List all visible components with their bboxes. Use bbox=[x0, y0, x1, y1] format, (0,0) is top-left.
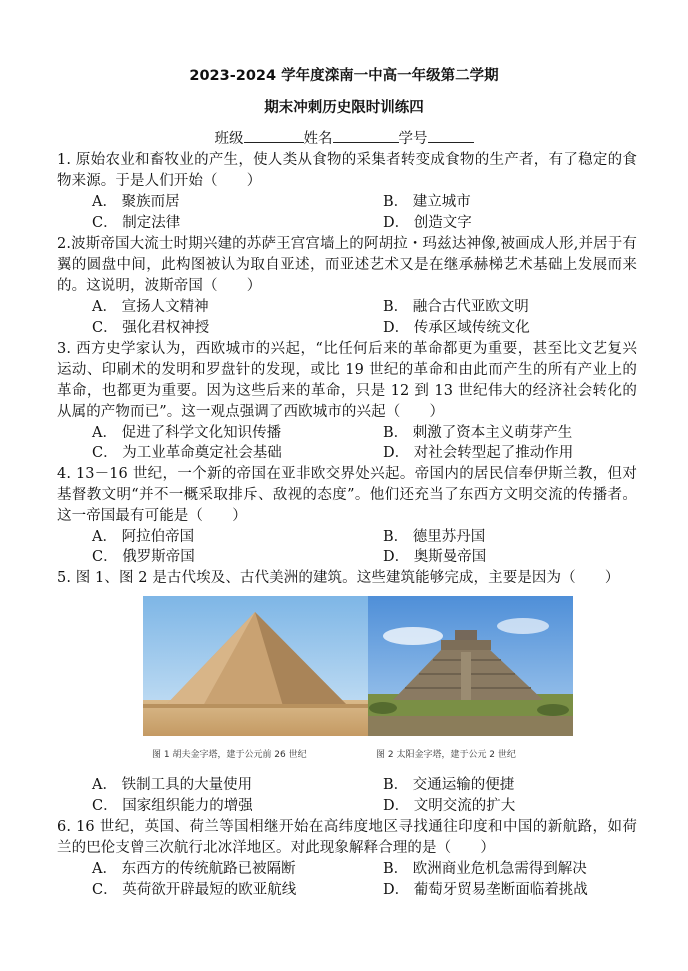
id-label: 学号 bbox=[398, 131, 428, 147]
question-6: 6. 16 世纪，英国、荷兰等国相继开始在高纬度地区寻找通往印度和中国的新航路，如荷兰的巴伦支曾三次航行北冰洋地区。对此现象解释合理的是（ ） bbox=[57, 819, 637, 856]
q5-option-b: B． 交通运输的便捷 bbox=[383, 777, 515, 793]
q5-option-c: C． 国家组织能力的增强 bbox=[92, 798, 253, 814]
q3-option-b: B． 刺激了资本主义萌芽产生 bbox=[383, 425, 573, 441]
question-1: 1. 原始农业和畜牧业的产生，使人类从食物的采集者转变成食物的生产者，有了稳定的食物来源。于是人们开始（ ） bbox=[57, 152, 637, 189]
q1-option-c: C． 制定法律 bbox=[92, 215, 181, 231]
q6-option-b: B． 欧洲商业危机急需得到解决 bbox=[383, 861, 587, 877]
exam-title: 2023-2024 学年度滦南一中高一年级第二学期 bbox=[189, 68, 499, 84]
q3-option-c: C． 为工业革命奠定社会基础 bbox=[92, 445, 282, 461]
q6-option-c: C． 英荷欲开辟最短的欧亚航线 bbox=[92, 882, 297, 898]
pyramid-photos-image bbox=[143, 596, 573, 736]
question-3: 3. 西方史学家认为，西欧城市的兴起，“比任何后来的革命都更为重要，甚至比文艺复兴运动、印刷术的发明和罗盘针的发现，或比 19 世纪的革命和由此而产生的所有产业上的革命，也都更为重要。因为这些后来的革命，只是 12 到 13 世纪伟大的经济社会转化的从属的产物而已”。这一观点强调了西欧城市的兴起（ ） bbox=[57, 341, 637, 420]
class-label: 班级 bbox=[214, 131, 244, 147]
name-blank bbox=[333, 128, 399, 143]
class-blank bbox=[244, 128, 304, 143]
q4-option-a: A． 阿拉伯帝国 bbox=[92, 529, 195, 545]
figure-2-caption: 图 2 太阳金字塔，建于公元 2 世纪 bbox=[376, 750, 516, 760]
q3-option-a: A． 促进了科学文化知识传播 bbox=[92, 425, 282, 441]
q3-option-d: D． 对社会转型起了推动作用 bbox=[383, 445, 574, 461]
pyramid-figures bbox=[143, 596, 573, 736]
id-blank bbox=[428, 128, 474, 143]
q1-option-b: B． 建立城市 bbox=[383, 194, 471, 210]
q2-option-b: B． 融合古代亚欧文明 bbox=[383, 299, 529, 315]
q2-option-d: D． 传承区域传统文化 bbox=[383, 320, 530, 336]
q5-option-a: A． 铁制工具的大量使用 bbox=[92, 777, 253, 793]
exam-subtitle: 期末冲刺历史限时训练四 bbox=[264, 100, 424, 116]
question-2: 2.波斯帝国大流士时期兴建的苏萨王宫宫墙上的阿胡拉・玛兹达神像,被画成人形,并居于有翼的圆盘中间，此构图被认为取自亚述，而亚述艺术又是在继承赫梯艺术基础上发展而来的。这说明，波斯帝国（ ） bbox=[57, 236, 637, 294]
q1-option-a: A． 聚族而居 bbox=[92, 194, 180, 210]
q4-option-b: B． 德里苏丹国 bbox=[383, 529, 486, 545]
question-4: 4. 13－16 世纪，一个新的帝国在亚非欧交界处兴起。帝国内的居民信奉伊斯兰教，但对基督教文明“并不一概采取排斥、敌视的态度”。他们还充当了东西方文明交流的传播者。这一帝国最有可能是（ ） bbox=[57, 466, 637, 524]
q2-option-c: C． 强化君权神授 bbox=[92, 320, 210, 336]
q5-option-d: D． 文明交流的扩大 bbox=[383, 798, 516, 814]
q4-option-c: C． 俄罗斯帝国 bbox=[92, 549, 195, 565]
name-label: 姓名 bbox=[303, 131, 333, 147]
q6-option-d: D． 葡萄牙贸易垄断面临着挑战 bbox=[383, 882, 588, 898]
figure-1-caption: 图 1 胡夫金字塔，建于公元前 26 世纪 bbox=[152, 750, 307, 760]
q4-option-d: D． 奥斯曼帝国 bbox=[383, 549, 487, 565]
q6-option-a: A． 东西方的传统航路已被隔断 bbox=[92, 861, 296, 877]
student-info-line bbox=[0, 127, 688, 148]
q1-option-d: D． 创造文字 bbox=[383, 215, 472, 231]
question-5: 5. 图 1、图 2 是古代埃及、古代美洲的建筑。这些建筑能够完成，主要是因为（ ） bbox=[57, 570, 620, 586]
q2-option-a: A． 宣扬人文精神 bbox=[92, 299, 209, 315]
